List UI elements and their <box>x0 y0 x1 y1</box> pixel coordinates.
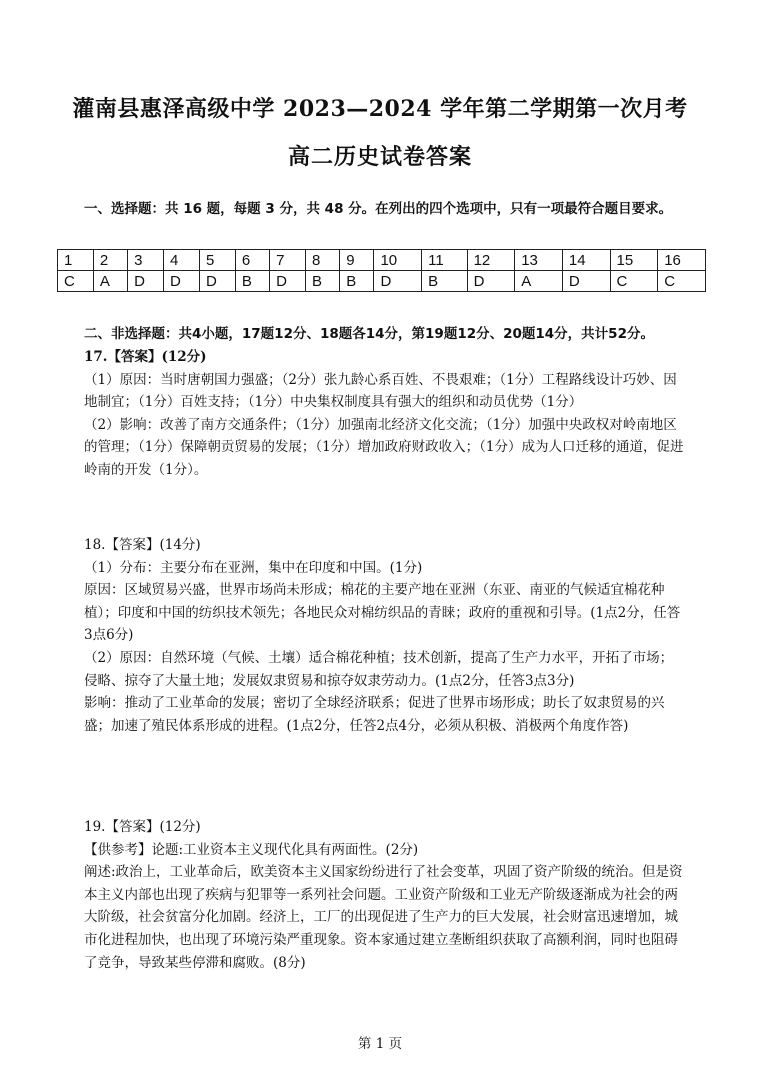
question-number-row <box>58 250 706 271</box>
q19-body: 阐述:政治上，工业革命后，欧美资本主义国家纷纷进行了社会变革，巩固了资产阶级的统治。但是资本主义内部也出现了疾病与犯罪等一系列社会问题。工业资产阶级和工业无产阶级逐渐成为社会的两大阶级，社会贫富分化加剧。经济上，工厂的出现促进了生产力的巨大发展，社会财富迅速增加，城市化进程加快，也出现了环境污染严重现象。资本家通过建立垄断组织获取了高额利润，同时也阻碍了竞争，导致某些停滞和腐败。(8分) <box>84 864 683 971</box>
table-cell: 8 <box>306 250 340 271</box>
table-cell: D <box>562 271 610 292</box>
q18-impact: 影响：推动了工业革命的发展；密切了全球经济联系；促进了世界市场形成；助长了奴隶贸易的兴盛；加速了殖民体系形成的进程。(1点2分，任答2点4分，必须从积极、消极两个角度作答) <box>84 695 665 734</box>
table-cell: B <box>235 271 269 292</box>
table-cell: 16 <box>658 250 706 271</box>
table-cell: A <box>93 271 127 292</box>
q18-reason1: 原因：区域贸易兴盛，世界市场尚未形成；棉花的主要产地在亚洲（东亚、南亚的气候适宜棉花种植）；印度和中国的纺织技术领先；各地民众对棉纺织品的青睐；政府的重视和引导。(1点2分，任答3点6分) <box>84 582 681 644</box>
table-cell: 2 <box>93 250 127 271</box>
answer-row <box>58 271 706 292</box>
table-cell: 7 <box>270 250 306 271</box>
table-cell: C <box>610 271 658 292</box>
table-cell: C <box>658 271 706 292</box>
q18-part2: （2）原因：自然环境（气候、土壤）适合棉花种植；技术创新，提高了生产力水平，开拓了市场；侵略、掠夺了大量土地；发展奴隶贸易和掠夺奴隶劳动力。(1点2分，任答3点3分) <box>84 649 674 689</box>
table-cell: 14 <box>562 250 610 271</box>
q17-heading: 17.【答案】(12分) <box>84 349 207 365</box>
q18-block <box>84 534 684 737</box>
table-cell: 11 <box>422 250 467 271</box>
page-number: 第 1 页 <box>357 1036 403 1052</box>
table-cell: B <box>340 271 374 292</box>
section2-heading: 二、非选择题：共4小题，17题12分、18题各14分，第19题12分、20题14分，共计52分。 <box>84 326 654 342</box>
table-cell: C <box>58 271 94 292</box>
table-cell: 13 <box>515 250 563 271</box>
table-cell: 10 <box>374 250 422 271</box>
exam-title: 灌南县惠泽高级中学 2023—2024 学年第二学期第一次月考 <box>72 96 688 122</box>
table-cell: D <box>164 271 200 292</box>
table-cell: D <box>128 271 164 292</box>
q17-part2: （2）影响：改善了南方交通条件；（1分）加强南北经济文化交流；（1分）加强中央政权对岭南地区的管理；（1分）保障朝贡贸易的发展；（1分）增加政府财政收入；（1分）成为人口迁移的通道，促进岭南的开发（1分）。 <box>84 416 684 478</box>
table-cell: 1 <box>58 250 94 271</box>
q18-part1: （1）分布：主要分布在亚洲，集中在印度和中国。(1分) <box>84 559 423 576</box>
table-cell: 3 <box>128 250 164 271</box>
table-cell: 6 <box>235 250 269 271</box>
table-cell: 12 <box>467 250 515 271</box>
table-cell: 4 <box>164 250 200 271</box>
section1-heading: 一、选择题：共 16 题，每题 3 分，共 48 分。在列出的四个选项中，只有一项最符合题目要求。 <box>84 201 673 217</box>
table-cell: D <box>467 271 515 292</box>
table-cell: D <box>374 271 422 292</box>
exam-subtitle: 高二历史试卷答案 <box>287 144 472 170</box>
answer-table <box>57 249 706 292</box>
q19-thesis: 【供参考】论题:工业资本主义现代化具有两面性。(2分) <box>84 841 419 858</box>
table-cell: D <box>199 271 235 292</box>
table-cell: B <box>306 271 340 292</box>
q19-block <box>84 816 684 974</box>
q19-heading: 19.【答案】(12分) <box>84 819 201 835</box>
q17-block <box>84 346 684 482</box>
q17-part1: （1）原因：当时唐朝国力强盛；（2分）张九龄心系百姓、不畏艰难；（1分）工程路线设计巧妙、因地制宜；（1分）百姓支持；（1分）中央集权制度具有强大的组织和动员优势（1分） <box>84 371 677 411</box>
table-cell: 15 <box>610 250 658 271</box>
table-cell: A <box>515 271 563 292</box>
table-cell: 5 <box>199 250 235 271</box>
table-cell: B <box>422 271 467 292</box>
q18-heading: 18.【答案】(14分) <box>84 537 201 553</box>
table-cell: 9 <box>340 250 374 271</box>
table-cell: D <box>270 271 306 292</box>
